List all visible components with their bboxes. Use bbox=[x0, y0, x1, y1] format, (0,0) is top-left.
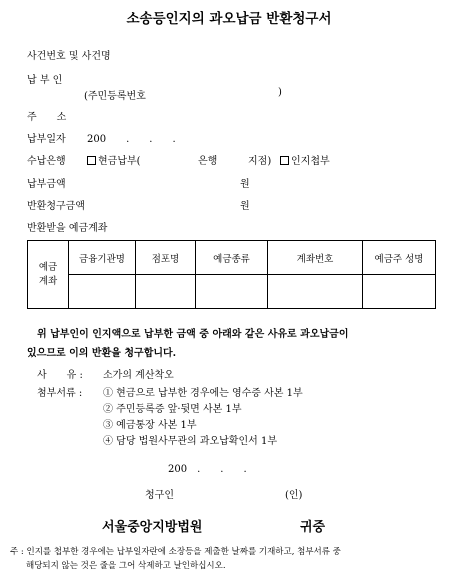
note-line-1: 주 : 인지를 첩부한 경우에는 납부일자란에 소장등을 제출한 날짜를 기재하고, 첨부서류 중 bbox=[10, 547, 341, 557]
case-label: 사건번호 및 사건명 bbox=[27, 51, 111, 62]
reason-value: 소가의 계산착오 bbox=[103, 370, 174, 381]
note-line-2: 해당되지 않는 것은 줄을 그어 삭제하고 날인하십시오. bbox=[26, 561, 226, 571]
body-line-1: 위 납부인이 인지액으로 납부한 금액 중 아래와 같은 사유로 과오납금이 bbox=[37, 329, 349, 340]
cell-account-number[interactable] bbox=[268, 275, 363, 309]
cash-label: 현금납부( bbox=[98, 156, 141, 167]
attachments-label: 첨부서류 : bbox=[37, 388, 83, 399]
claimant-label: 청구인 bbox=[145, 490, 174, 501]
column-deposit-type: 예금종류 bbox=[196, 241, 268, 275]
attachment-item: ① 현금으로 납부한 경우에는 영수증 사본 1부 bbox=[103, 388, 303, 399]
rrn-label: (주민등록번호 bbox=[84, 91, 146, 102]
cell-deposit-type[interactable] bbox=[196, 275, 268, 309]
cash-checkbox[interactable] bbox=[87, 156, 96, 165]
deposit-account-label: 반환받을 예금계좌 bbox=[27, 223, 108, 234]
reason-label: 사 유 : bbox=[37, 370, 83, 381]
paid-amount-label: 납부금액 bbox=[27, 179, 66, 190]
cell-bank-name[interactable] bbox=[69, 275, 136, 309]
column-branch-name: 점포명 bbox=[136, 241, 196, 275]
rrn-close: ) bbox=[278, 87, 282, 98]
branch-word: 지점) bbox=[248, 156, 272, 167]
refund-amount-label: 반환청구금액 bbox=[27, 201, 85, 212]
payment-date-label: 납부일자 bbox=[27, 134, 66, 145]
attachment-item: ② 주민등록증 앞·뒷면 사본 1부 bbox=[103, 404, 242, 415]
honorific: 귀중 bbox=[300, 520, 326, 535]
attachment-item: ④ 담당 법원사무관의 과오납확인서 1부 bbox=[103, 436, 277, 447]
bank-label: 수납은행 bbox=[27, 156, 66, 167]
payer-label: 납 부 인 bbox=[27, 75, 63, 86]
seal-mark: (인) bbox=[285, 490, 303, 501]
column-account-number: 계좌번호 bbox=[268, 241, 363, 275]
refund-amount-unit: 원 bbox=[240, 201, 250, 212]
document-title: 소송등인지의 과오납금 반환청구서 bbox=[126, 11, 332, 27]
attachment-item: ③ 예금통장 사본 1부 bbox=[103, 420, 197, 431]
payment-date-value: 200 . . . bbox=[87, 134, 176, 145]
body-line-2: 있으므로 이의 반환을 청구합니다. bbox=[27, 348, 177, 359]
cell-branch-name[interactable] bbox=[136, 275, 196, 309]
paid-amount-unit: 원 bbox=[240, 179, 250, 190]
stamp-label: 인지첩부 bbox=[291, 156, 330, 167]
account-table bbox=[27, 240, 436, 309]
court-name: 서울중앙지방법원 bbox=[102, 520, 203, 535]
column-bank-name: 금융기관명 bbox=[69, 241, 136, 275]
address-label: 주 소 bbox=[27, 112, 67, 123]
cell-holder-name[interactable] bbox=[363, 275, 436, 309]
bank-word: 은행 bbox=[198, 156, 218, 167]
stamp-option[interactable] bbox=[280, 152, 330, 167]
cash-option[interactable] bbox=[87, 152, 141, 167]
account-row-header: 예금 계좌 bbox=[28, 241, 69, 309]
column-holder-name: 예금주 성명 bbox=[363, 241, 436, 275]
signature-date: 200 . . . bbox=[168, 464, 247, 475]
stamp-checkbox[interactable] bbox=[280, 156, 289, 165]
